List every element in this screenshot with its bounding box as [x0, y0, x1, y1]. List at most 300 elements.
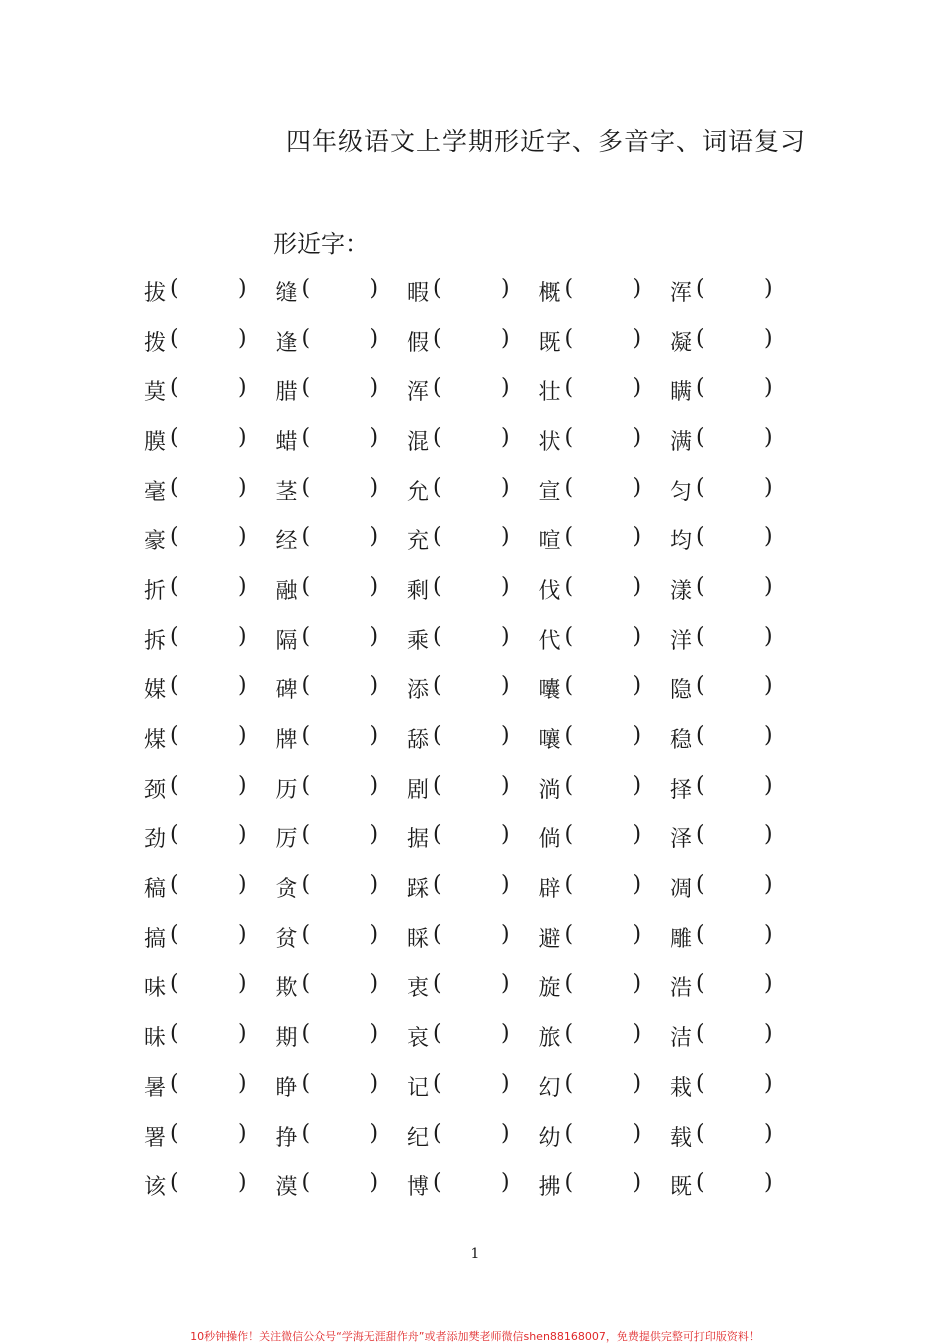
answer-blank-open: (: [170, 822, 179, 848]
answer-blank-close: ): [632, 822, 642, 848]
character: 豪: [144, 529, 167, 555]
character: 拨: [144, 330, 167, 356]
answer-blank-open: (: [564, 1021, 574, 1047]
answer-blank-open: (: [301, 971, 311, 997]
char-cell: [539, 872, 671, 902]
answer-blank-open: (: [301, 1070, 311, 1096]
character: 折: [144, 578, 167, 604]
answer-blank-close: ): [632, 573, 642, 599]
character: 择: [670, 777, 693, 803]
char-cell: [670, 673, 802, 703]
grid-row: [144, 514, 804, 564]
answer-blank-open: (: [170, 673, 179, 699]
answer-blank-open: (: [301, 772, 311, 798]
answer-blank-close: ): [238, 822, 247, 848]
answer-blank-open: (: [170, 872, 179, 898]
grid-row: [144, 266, 804, 316]
char-cell: [670, 326, 802, 356]
char-cell: [407, 475, 539, 505]
char-cell: [407, 1170, 539, 1200]
answer-blank-close: ): [764, 573, 773, 599]
answer-blank-open: (: [696, 1070, 705, 1096]
character: 膜: [144, 429, 167, 455]
answer-blank-open: (: [170, 921, 179, 947]
char-cell: [276, 624, 408, 654]
answer-blank-close: ): [764, 474, 773, 500]
character: 腊: [275, 380, 298, 406]
answer-blank-close: ): [501, 673, 510, 699]
character: 概: [538, 280, 561, 306]
answer-blank-close: ): [632, 1170, 642, 1196]
answer-blank-open: (: [564, 921, 574, 947]
answer-blank-close: ): [501, 424, 510, 450]
answer-blank-close: ): [369, 1070, 379, 1096]
character: 嚷: [538, 728, 561, 754]
character: 代: [538, 628, 561, 654]
character: 栽: [670, 1075, 693, 1101]
answer-blank-open: (: [696, 872, 705, 898]
char-cell: [407, 524, 539, 554]
answer-blank-close: ): [501, 1070, 510, 1096]
answer-blank-open: (: [170, 474, 179, 500]
answer-blank-open: (: [696, 325, 705, 351]
char-cell: [539, 1121, 671, 1151]
character: 蜡: [275, 429, 298, 455]
answer-blank-close: ): [369, 723, 379, 749]
answer-blank-close: ): [238, 971, 247, 997]
answer-blank-open: (: [564, 723, 574, 749]
character: 状: [538, 429, 561, 455]
character: 剧: [407, 777, 430, 803]
character: 漾: [670, 578, 693, 604]
grid-row: [144, 713, 804, 763]
character: 凋: [670, 877, 693, 903]
answer-blank-open: (: [564, 275, 574, 301]
character: 舔: [407, 728, 430, 754]
character: 博: [407, 1175, 430, 1201]
char-cell: [144, 872, 276, 902]
answer-blank-close: ): [369, 1170, 379, 1196]
character: 幼: [538, 1125, 561, 1151]
answer-blank-open: (: [564, 673, 574, 699]
grid-row: [144, 813, 804, 863]
grid-row: [144, 465, 804, 515]
answer-blank-open: (: [170, 424, 179, 450]
character: 拆: [144, 628, 167, 654]
char-cell: [670, 524, 802, 554]
char-cell: [670, 375, 802, 405]
answer-blank-open: (: [433, 822, 442, 848]
char-cell: [407, 624, 539, 654]
char-cell: [670, 922, 802, 952]
answer-blank-open: (: [170, 524, 179, 550]
answer-blank-close: ): [764, 1120, 773, 1146]
answer-blank-open: (: [564, 872, 574, 898]
section-heading: 形近字：: [273, 230, 369, 258]
char-cell: [670, 1121, 802, 1151]
answer-blank-close: ): [632, 921, 642, 947]
character: 囔: [538, 678, 561, 704]
answer-blank-open: (: [696, 375, 705, 401]
answer-blank-close: ): [369, 375, 379, 401]
character: 隔: [275, 628, 298, 654]
answer-blank-open: (: [170, 1070, 179, 1096]
character: 牌: [275, 728, 298, 754]
char-cell: [276, 326, 408, 356]
answer-blank-close: ): [501, 772, 510, 798]
answer-blank-close: ): [501, 872, 510, 898]
character: 署: [144, 1125, 167, 1151]
character: 伐: [538, 578, 561, 604]
answer-blank-open: (: [301, 1170, 311, 1196]
char-cell: [539, 1021, 671, 1051]
answer-blank-open: (: [564, 1120, 574, 1146]
character: 倘: [538, 827, 561, 853]
character: 哀: [407, 1026, 430, 1052]
answer-blank-open: (: [696, 921, 705, 947]
character: 历: [275, 777, 298, 803]
answer-blank-open: (: [301, 673, 311, 699]
char-cell: [276, 475, 408, 505]
char-cell: [539, 822, 671, 852]
character: 稳: [670, 728, 693, 754]
character: 洁: [670, 1026, 693, 1052]
answer-blank-open: (: [696, 1120, 705, 1146]
char-cell: [144, 971, 276, 1001]
char-cell: [407, 1021, 539, 1051]
char-cell: [407, 822, 539, 852]
character: 浩: [670, 976, 693, 1002]
answer-blank-open: (: [170, 375, 179, 401]
answer-blank-open: (: [170, 623, 179, 649]
answer-blank-close: ): [632, 772, 642, 798]
answer-blank-close: ): [369, 872, 379, 898]
answer-blank-close: ): [369, 822, 379, 848]
answer-blank-close: ): [632, 375, 642, 401]
character: 踩: [407, 877, 430, 903]
character: 剩: [407, 578, 430, 604]
character: 期: [275, 1026, 298, 1052]
answer-blank-close: ): [632, 474, 642, 500]
character: 挣: [275, 1125, 298, 1151]
answer-blank-close: ): [632, 971, 642, 997]
page-title: 四年级语文上学期形近字、多音字、词语复习: [286, 127, 807, 156]
character: 幻: [538, 1075, 561, 1101]
char-cell: [670, 971, 802, 1001]
character: 衷: [407, 976, 430, 1002]
answer-blank-open: (: [170, 275, 179, 301]
char-cell: [276, 1121, 408, 1151]
character: 昧: [144, 1026, 167, 1052]
answer-blank-close: ): [632, 424, 642, 450]
char-cell: [539, 673, 671, 703]
character: 乘: [407, 628, 430, 654]
answer-blank-open: (: [696, 524, 705, 550]
character: 味: [144, 976, 167, 1002]
char-cell: [670, 773, 802, 803]
char-cell: [276, 1021, 408, 1051]
answer-blank-close: ): [501, 474, 510, 500]
grid-row: [144, 365, 804, 415]
character: 匀: [670, 479, 693, 505]
character: 添: [407, 678, 430, 704]
answer-blank-open: (: [696, 573, 705, 599]
answer-blank-close: ): [764, 524, 773, 550]
char-cell: [144, 326, 276, 356]
answer-blank-open: (: [433, 375, 442, 401]
answer-blank-close: ): [764, 424, 773, 450]
character: 贪: [275, 877, 298, 903]
char-cell: [276, 922, 408, 952]
char-cell: [407, 872, 539, 902]
answer-blank-open: (: [301, 573, 311, 599]
grid-row: [144, 1061, 804, 1111]
character: 辟: [538, 877, 561, 903]
answer-blank-close: ): [238, 474, 247, 500]
answer-blank-close: ): [632, 1120, 642, 1146]
grid-row: [144, 664, 804, 714]
answer-blank-close: ): [238, 623, 247, 649]
char-cell: [539, 524, 671, 554]
grid-row: [144, 564, 804, 614]
answer-blank-open: (: [433, 573, 442, 599]
char-cell: [539, 276, 671, 306]
char-cell: [144, 822, 276, 852]
answer-blank-open: (: [301, 375, 311, 401]
answer-blank-close: ): [501, 822, 510, 848]
character: 瞒: [670, 380, 693, 406]
answer-blank-open: (: [696, 723, 705, 749]
answer-blank-close: ): [238, 673, 247, 699]
answer-blank-open: (: [696, 822, 705, 848]
char-cell: [144, 276, 276, 306]
char-cell: [276, 375, 408, 405]
char-cell: [276, 872, 408, 902]
answer-blank-open: (: [564, 375, 574, 401]
answer-blank-close: ): [501, 1170, 510, 1196]
answer-blank-close: ): [501, 723, 510, 749]
answer-blank-close: ): [501, 971, 510, 997]
answer-blank-close: ): [764, 723, 773, 749]
character: 煤: [144, 728, 167, 754]
answer-blank-close: ): [369, 573, 379, 599]
answer-blank-open: (: [433, 723, 442, 749]
character: 满: [670, 429, 693, 455]
answer-blank-close: ): [764, 772, 773, 798]
answer-blank-close: ): [764, 623, 773, 649]
answer-blank-close: ): [764, 275, 773, 301]
char-cell: [670, 1021, 802, 1051]
char-cell: [276, 971, 408, 1001]
answer-blank-open: (: [564, 971, 574, 997]
char-cell: [276, 425, 408, 455]
answer-blank-close: ): [238, 375, 247, 401]
character: 雕: [670, 926, 693, 952]
char-cell: [276, 673, 408, 703]
character: 允: [407, 479, 430, 505]
answer-blank-open: (: [170, 971, 179, 997]
answer-blank-close: ): [632, 1021, 642, 1047]
answer-blank-open: (: [433, 424, 442, 450]
answer-blank-close: ): [501, 375, 510, 401]
char-cell: [144, 425, 276, 455]
answer-blank-close: ): [369, 424, 379, 450]
answer-blank-close: ): [238, 1070, 247, 1096]
char-cell: [276, 773, 408, 803]
char-cell: [144, 375, 276, 405]
char-cell: [407, 1121, 539, 1151]
answer-blank-open: (: [433, 872, 442, 898]
char-cell: [670, 624, 802, 654]
page-number: 1: [470, 1246, 480, 1262]
answer-blank-open: (: [696, 424, 705, 450]
char-cell: [144, 475, 276, 505]
char-cell: [539, 723, 671, 753]
answer-blank-close: ): [238, 573, 247, 599]
character: 宣: [538, 479, 561, 505]
char-cell: [144, 673, 276, 703]
answer-blank-close: ): [501, 1120, 510, 1146]
answer-blank-close: ): [764, 822, 773, 848]
answer-blank-open: (: [696, 772, 705, 798]
answer-blank-open: (: [433, 772, 442, 798]
character: 暇: [407, 280, 430, 306]
answer-blank-close: ): [238, 1170, 247, 1196]
answer-blank-open: (: [301, 1021, 311, 1047]
answer-blank-open: (: [301, 524, 311, 550]
character: 贫: [275, 926, 298, 952]
answer-blank-close: ): [369, 275, 379, 301]
answer-blank-open: (: [696, 1021, 705, 1047]
character: 既: [538, 330, 561, 356]
character: 莫: [144, 380, 167, 406]
answer-blank-close: ): [501, 275, 510, 301]
character: 凝: [670, 330, 693, 356]
character: 均: [670, 529, 693, 555]
answer-blank-open: (: [301, 623, 311, 649]
char-cell: [144, 524, 276, 554]
char-cell: [276, 723, 408, 753]
answer-blank-close: ): [369, 971, 379, 997]
grid-row: [144, 1160, 804, 1210]
answer-blank-open: (: [564, 474, 574, 500]
answer-blank-open: (: [433, 1120, 442, 1146]
char-cell: [539, 971, 671, 1001]
character: 记: [407, 1075, 430, 1101]
footer-notice: 10秒钟操作！关注微信公众号“学海无涯甜作舟”或者添加樊老师微信shen88168007，免费提供完整可打印版资料！: [190, 1330, 760, 1343]
answer-blank-open: (: [433, 623, 442, 649]
answer-blank-close: ): [238, 325, 247, 351]
character: 颈: [144, 777, 167, 803]
answer-blank-close: ): [238, 1021, 247, 1047]
char-cell: [144, 1071, 276, 1101]
character: 隐: [670, 678, 693, 704]
character: 该: [144, 1175, 167, 1201]
character-grid: [144, 266, 804, 1210]
character: 稿: [144, 877, 167, 903]
character: 经: [275, 529, 298, 555]
answer-blank-close: ): [764, 921, 773, 947]
char-cell: [670, 872, 802, 902]
grid-row: [144, 763, 804, 813]
answer-blank-close: ): [764, 325, 773, 351]
answer-blank-close: ): [369, 772, 379, 798]
answer-blank-close: ): [632, 275, 642, 301]
char-cell: [407, 922, 539, 952]
char-cell: [539, 773, 671, 803]
char-cell: [670, 276, 802, 306]
answer-blank-close: ): [238, 275, 247, 301]
answer-blank-open: (: [564, 772, 574, 798]
answer-blank-close: ): [238, 424, 247, 450]
char-cell: [407, 425, 539, 455]
character: 暑: [144, 1075, 167, 1101]
answer-blank-open: (: [170, 1120, 179, 1146]
character: 缝: [275, 280, 298, 306]
answer-blank-open: (: [564, 524, 574, 550]
answer-blank-close: ): [238, 921, 247, 947]
grid-row: [144, 316, 804, 366]
char-cell: [407, 326, 539, 356]
answer-blank-open: (: [696, 1170, 705, 1196]
answer-blank-close: ): [369, 1120, 379, 1146]
character: 纪: [407, 1125, 430, 1151]
answer-blank-open: (: [564, 822, 574, 848]
answer-blank-open: (: [433, 971, 442, 997]
char-cell: [144, 773, 276, 803]
character: 碑: [275, 678, 298, 704]
character: 洋: [670, 628, 693, 654]
answer-blank-close: ): [501, 921, 510, 947]
answer-blank-close: ): [369, 921, 379, 947]
char-cell: [144, 922, 276, 952]
answer-blank-open: (: [170, 772, 179, 798]
char-cell: [539, 1170, 671, 1200]
character: 媒: [144, 678, 167, 704]
answer-blank-close: ): [369, 474, 379, 500]
char-cell: [144, 1170, 276, 1200]
character: 茎: [275, 479, 298, 505]
char-cell: [276, 276, 408, 306]
answer-blank-close: ): [764, 872, 773, 898]
answer-blank-open: (: [301, 921, 311, 947]
answer-blank-open: (: [433, 1170, 442, 1196]
grid-row: [144, 1111, 804, 1161]
character: 泽: [670, 827, 693, 853]
character: 既: [670, 1175, 693, 1201]
char-cell: [539, 1071, 671, 1101]
answer-blank-close: ): [764, 673, 773, 699]
answer-blank-close: ): [764, 1070, 773, 1096]
answer-blank-open: (: [301, 275, 311, 301]
char-cell: [144, 1021, 276, 1051]
character: 浑: [670, 280, 693, 306]
character: 拔: [144, 280, 167, 306]
answer-blank-close: ): [632, 723, 642, 749]
char-cell: [276, 822, 408, 852]
char-cell: [670, 425, 802, 455]
char-cell: [407, 1071, 539, 1101]
character: 喧: [538, 529, 561, 555]
char-cell: [407, 723, 539, 753]
char-cell: [144, 723, 276, 753]
char-cell: [539, 326, 671, 356]
char-cell: [276, 1170, 408, 1200]
char-cell: [144, 574, 276, 604]
answer-blank-open: (: [301, 872, 311, 898]
char-cell: [276, 524, 408, 554]
answer-blank-close: ): [501, 524, 510, 550]
